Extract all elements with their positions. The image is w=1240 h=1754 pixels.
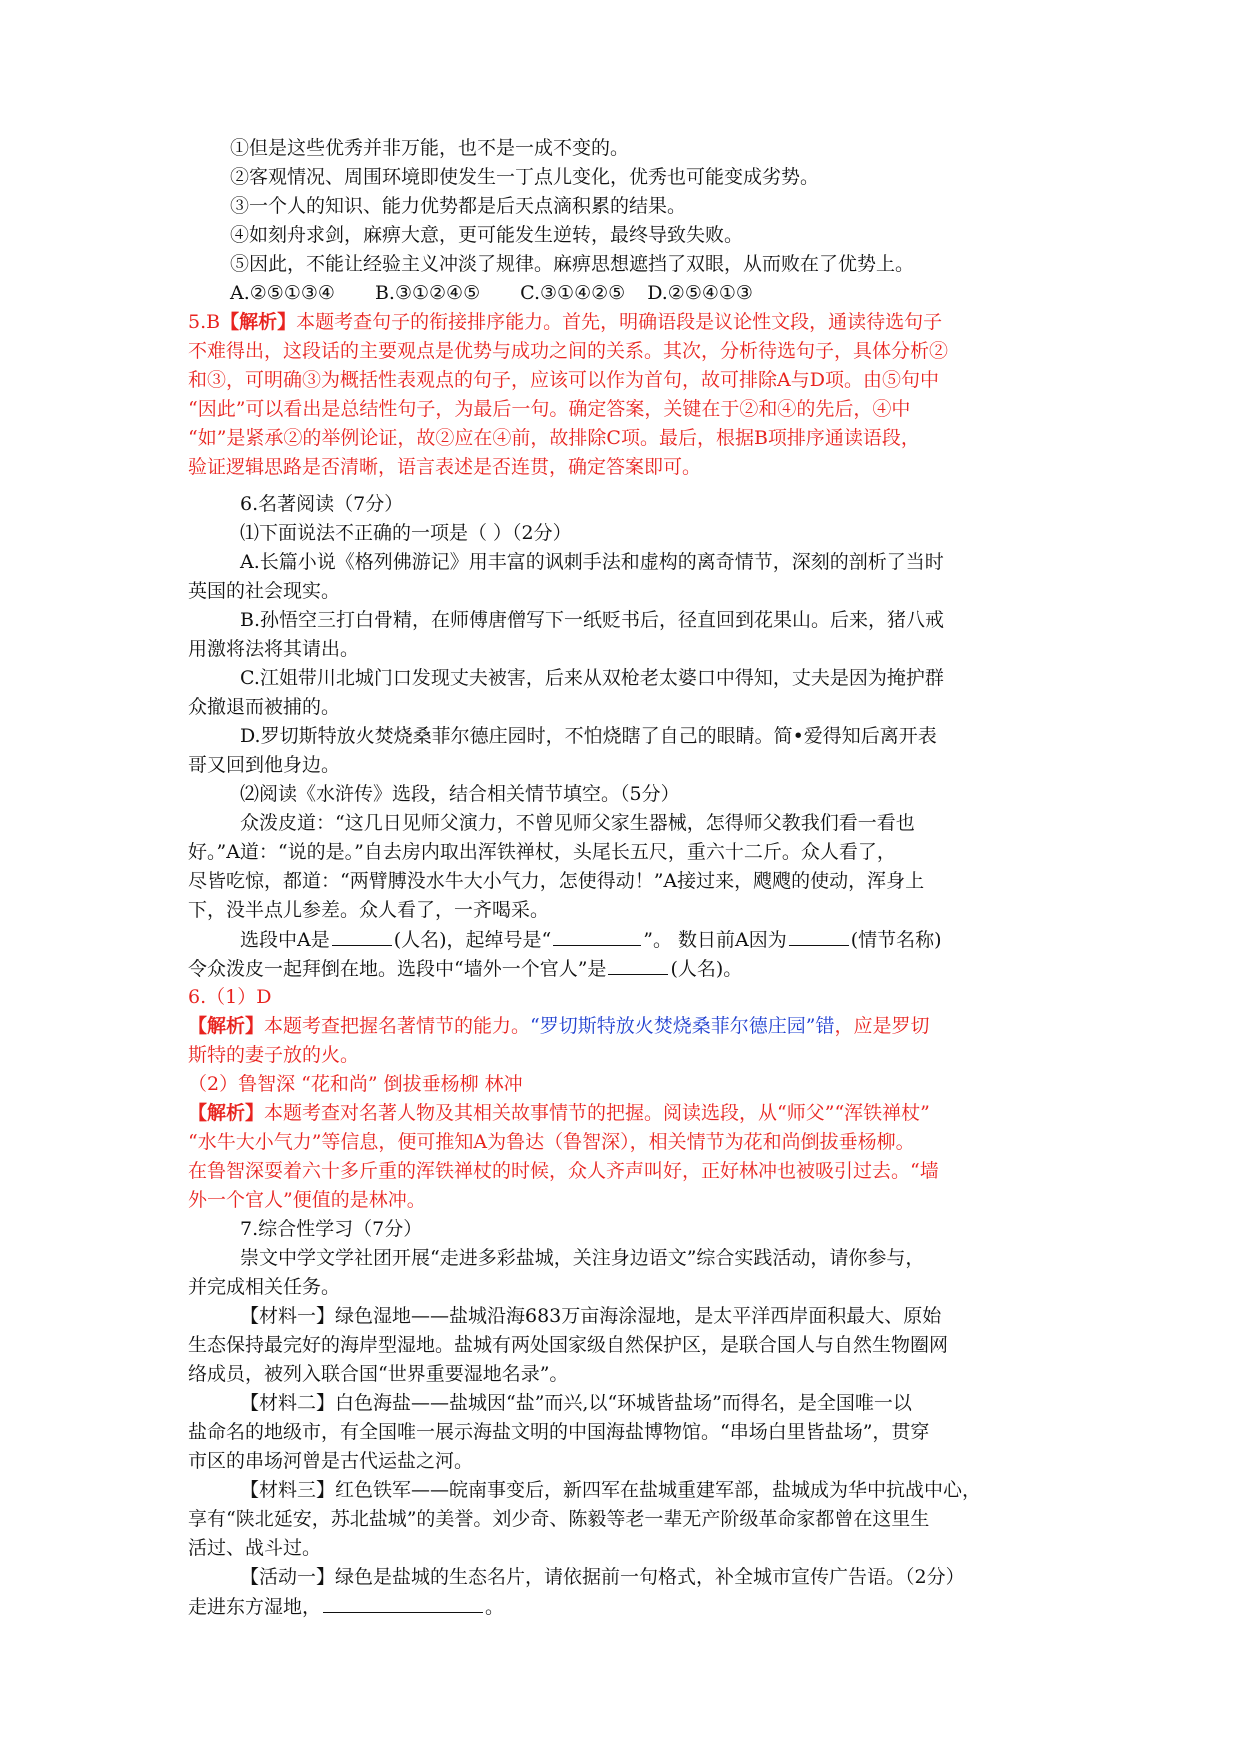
q5-sentence-5: ⑤因此，不能让经验主义冲淡了规律。麻痹思想遮挡了双眼，从而败在了优势上。 (230, 253, 915, 275)
q5-sentence-1: ①但是这些优秀并非万能，也不是一成不变的。 (230, 137, 630, 159)
q6-analysis-1-line-1: 【解析】本题考查把握名著情节的能力。“罗切斯特放火焚烧桑菲尔德庄园”错，应是罗切 (188, 1015, 930, 1037)
q6-analysis-1-line-2: 斯特的妻子放的火。 (188, 1044, 360, 1066)
q6-option-d-line-2: 哥又回到他身边。 (188, 754, 341, 776)
q7-material-1-line-2: 生态保持最完好的海岸型湿地。盐城有两处国家级自然保护区，是联合国人与自然生物圈网 (188, 1334, 949, 1356)
q6-fill-line-1: 选段中A是 (人名)，起绰号是“ ”。 数日前A因为 (情节名称) (240, 925, 942, 953)
q6-sub1: ⑴下面说法不正确的一项是（ ）（2分） (240, 522, 572, 544)
q7-material-3-line-2: 享有“陕北延安，苏北盐城”的美誉。刘少奇、陈毅等老一辈无产阶级革命家都曾在这里生 (188, 1508, 930, 1530)
q6-passage-line-1: 众泼皮道：“这几日见师父演力，不曾见师父家生器械，怎得师父教我们看一看也 (240, 812, 915, 834)
name-blank[interactable] (332, 925, 392, 946)
q7-material-2-line-3: 市区的串场河曾是古代运盐之河。 (188, 1450, 474, 1472)
analysis-tag: 【解析】 (220, 311, 297, 333)
q6-passage-line-2: 好。”A道：“说的是。”自去房内取出浑铁禅杖，头尾长五尺，重六十二斤。众人看了， (188, 841, 896, 863)
q7-heading: 7.综合性学习（7分） (240, 1218, 423, 1240)
q5-sentence-4: ④如刻舟求剑，麻痹大意，更可能发生逆转，最终导致失败。 (230, 224, 744, 246)
q5-option-b: B.③①②④⑤ (374, 282, 481, 304)
q6-option-c-line-2: 众撤退而被捕的。 (188, 696, 341, 718)
q6-option-a-line-2: 英国的社会现实。 (188, 580, 341, 602)
nickname-blank[interactable] (553, 925, 641, 946)
q6-answer-2: （2）鲁智深 “花和尚” 倒拔垂杨柳 林冲 (188, 1073, 523, 1095)
q6-analysis-2-line-3: 在鲁智深耍着六十多斤重的浑铁禅杖的时候，众人齐声叫好，正好林冲也被吸引过去。“墙 (188, 1160, 939, 1182)
q5-option-a: A.②⑤①③④ (230, 282, 335, 304)
quoted-error: “罗切斯特放火焚烧桑菲尔德庄园”错 (530, 1015, 835, 1037)
q7-material-3-line-1: 【材料三】红色铁军——皖南事变后，新四军在盐城重建军部，盐城成为华中抗战中心， (240, 1479, 982, 1501)
q6-fill-line-2: 令众泼皮一起拜倒在地。选段中“墙外一个官人”是 (人名)。 (188, 954, 742, 982)
slogan-blank[interactable] (323, 1592, 483, 1613)
q7-material-3-line-3: 活过、战斗过。 (188, 1537, 322, 1559)
q6-heading: 6.名著阅读（7分） (240, 493, 404, 515)
q6-option-d-line-1: D.罗切斯特放火焚烧桑菲尔德庄园时，不怕烧瞎了自己的眼睛。简•爱得知后离开表 (240, 725, 937, 747)
q5-analysis-line-3: 和③，可明确③为概括性表观点的句子，应该可以作为首句，故可排除A与D项。由⑤句中 (188, 369, 939, 391)
q5-sentence-3: ③一个人的知识、能力优势都是后天点滴积累的结果。 (230, 195, 687, 217)
plot-blank[interactable] (789, 925, 849, 946)
q7-material-1-line-1: 【材料一】绿色湿地——盐城沿海683万亩海涂湿地，是太平洋西岸面积最大、原始 (240, 1305, 942, 1327)
q6-passage-line-4: 下，没半点儿参差。众人看了，一齐喝采。 (188, 899, 550, 921)
q5-analysis-line-4: “因此”可以看出是总结性句子，为最后一句。确定答案，关键在于②和④的先后，④中 (188, 398, 911, 420)
q5-option-c: C.③①④②⑤ (520, 282, 626, 304)
analysis-tag: 【解析】 (188, 1015, 265, 1037)
q6-analysis-2-line-1: 【解析】本题考查对名著人物及其相关故事情节的把握。阅读选段，从“师父”“浑铁禅杖” (188, 1102, 930, 1124)
analysis-tag: 【解析】 (188, 1102, 265, 1124)
official-name-blank[interactable] (608, 954, 668, 975)
q5-analysis-line-6: 验证逻辑思路是否清晰，语言表述是否连贯，确定答案即可。 (188, 456, 702, 478)
q6-sub2: ⑵阅读《水浒传》选段，结合相关情节填空。（5分） (240, 783, 680, 805)
q7-activity-1: 【活动一】绿色是盐城的生态名片，请依据前一句格式，补全城市宣传广告语。（2分） (240, 1566, 965, 1588)
q5-options (230, 279, 753, 307)
q5-option-d: D.②⑤④①③ (647, 282, 753, 304)
q7-activity-1-answer-line: 走进东方湿地， 。 (188, 1592, 504, 1620)
q7-intro-line-1: 崇文中学文学社团开展“走进多彩盐城，关注身边语文”综合实践活动，请你参与， (240, 1247, 925, 1269)
q7-material-2-line-1: 【材料二】白色海盐——盐城因“盐”而兴,以“环城皆盐场”而得名，是全国唯一以 (240, 1392, 912, 1414)
q5-analysis-line-2: 不难得出，这段话的主要观点是优势与成功之间的关系。其次，分析待选句子，具体分析② (188, 340, 949, 362)
q6-option-c-line-1: C.江姐带川北城门口发现丈夫被害，后来从双枪老太婆口中得知，丈夫是因为掩护群 (240, 667, 944, 689)
q6-option-b-line-1: B.孙悟空三打白骨精，在师傅唐僧写下一纸贬书后，径直回到花果山。后来，猪八戒 (240, 609, 945, 631)
q6-analysis-2-line-2: “水牛大小气力”等信息，便可推知A为鲁达（鲁智深），相关情节为花和尚倒拔垂杨柳。 (188, 1131, 915, 1153)
q7-material-1-line-3: 络成员，被列入联合国“世界重要湿地名录”。 (188, 1363, 569, 1385)
q5-analysis-line-5: “如”是紧承②的举例论证，故②应在④前，故排除C项。最后，根据B项排序通读语段， (188, 427, 920, 449)
q6-passage-line-3: 尽皆吃惊，都道：“两臂膊没水牛大小气力，怎使得动！”A接过来，飕飕的使动，浑身上 (188, 870, 925, 892)
q7-intro-line-2: 并完成相关任务。 (188, 1276, 341, 1298)
q5-sentence-2: ②客观情况、周围环境即使发生一丁点儿变化，优秀也可能变成劣势。 (230, 166, 820, 188)
q6-analysis-2-line-4: 外一个官人”便值的是林冲。 (188, 1189, 426, 1211)
q7-material-2-line-2: 盐命名的地级市，有全国唯一展示海盐文明的中国海盐博物馆。“串场白里皆盐场”，贯穿 (188, 1421, 930, 1443)
q6-option-a-line-1: A.长篇小说《格列佛游记》用丰富的讽刺手法和虚构的离奇情节，深刻的剖析了当时 (240, 551, 944, 573)
q5-analysis-line-1: 5.B【解析】本题考查句子的衔接排序能力。首先，明确语段是议论性文段，通读待选句子 (188, 311, 943, 333)
q6-answer-1: 6.（1）D (188, 986, 272, 1008)
q6-option-b-line-2: 用激将法将其请出。 (188, 638, 360, 660)
q5-answer: 5.B (188, 311, 221, 333)
